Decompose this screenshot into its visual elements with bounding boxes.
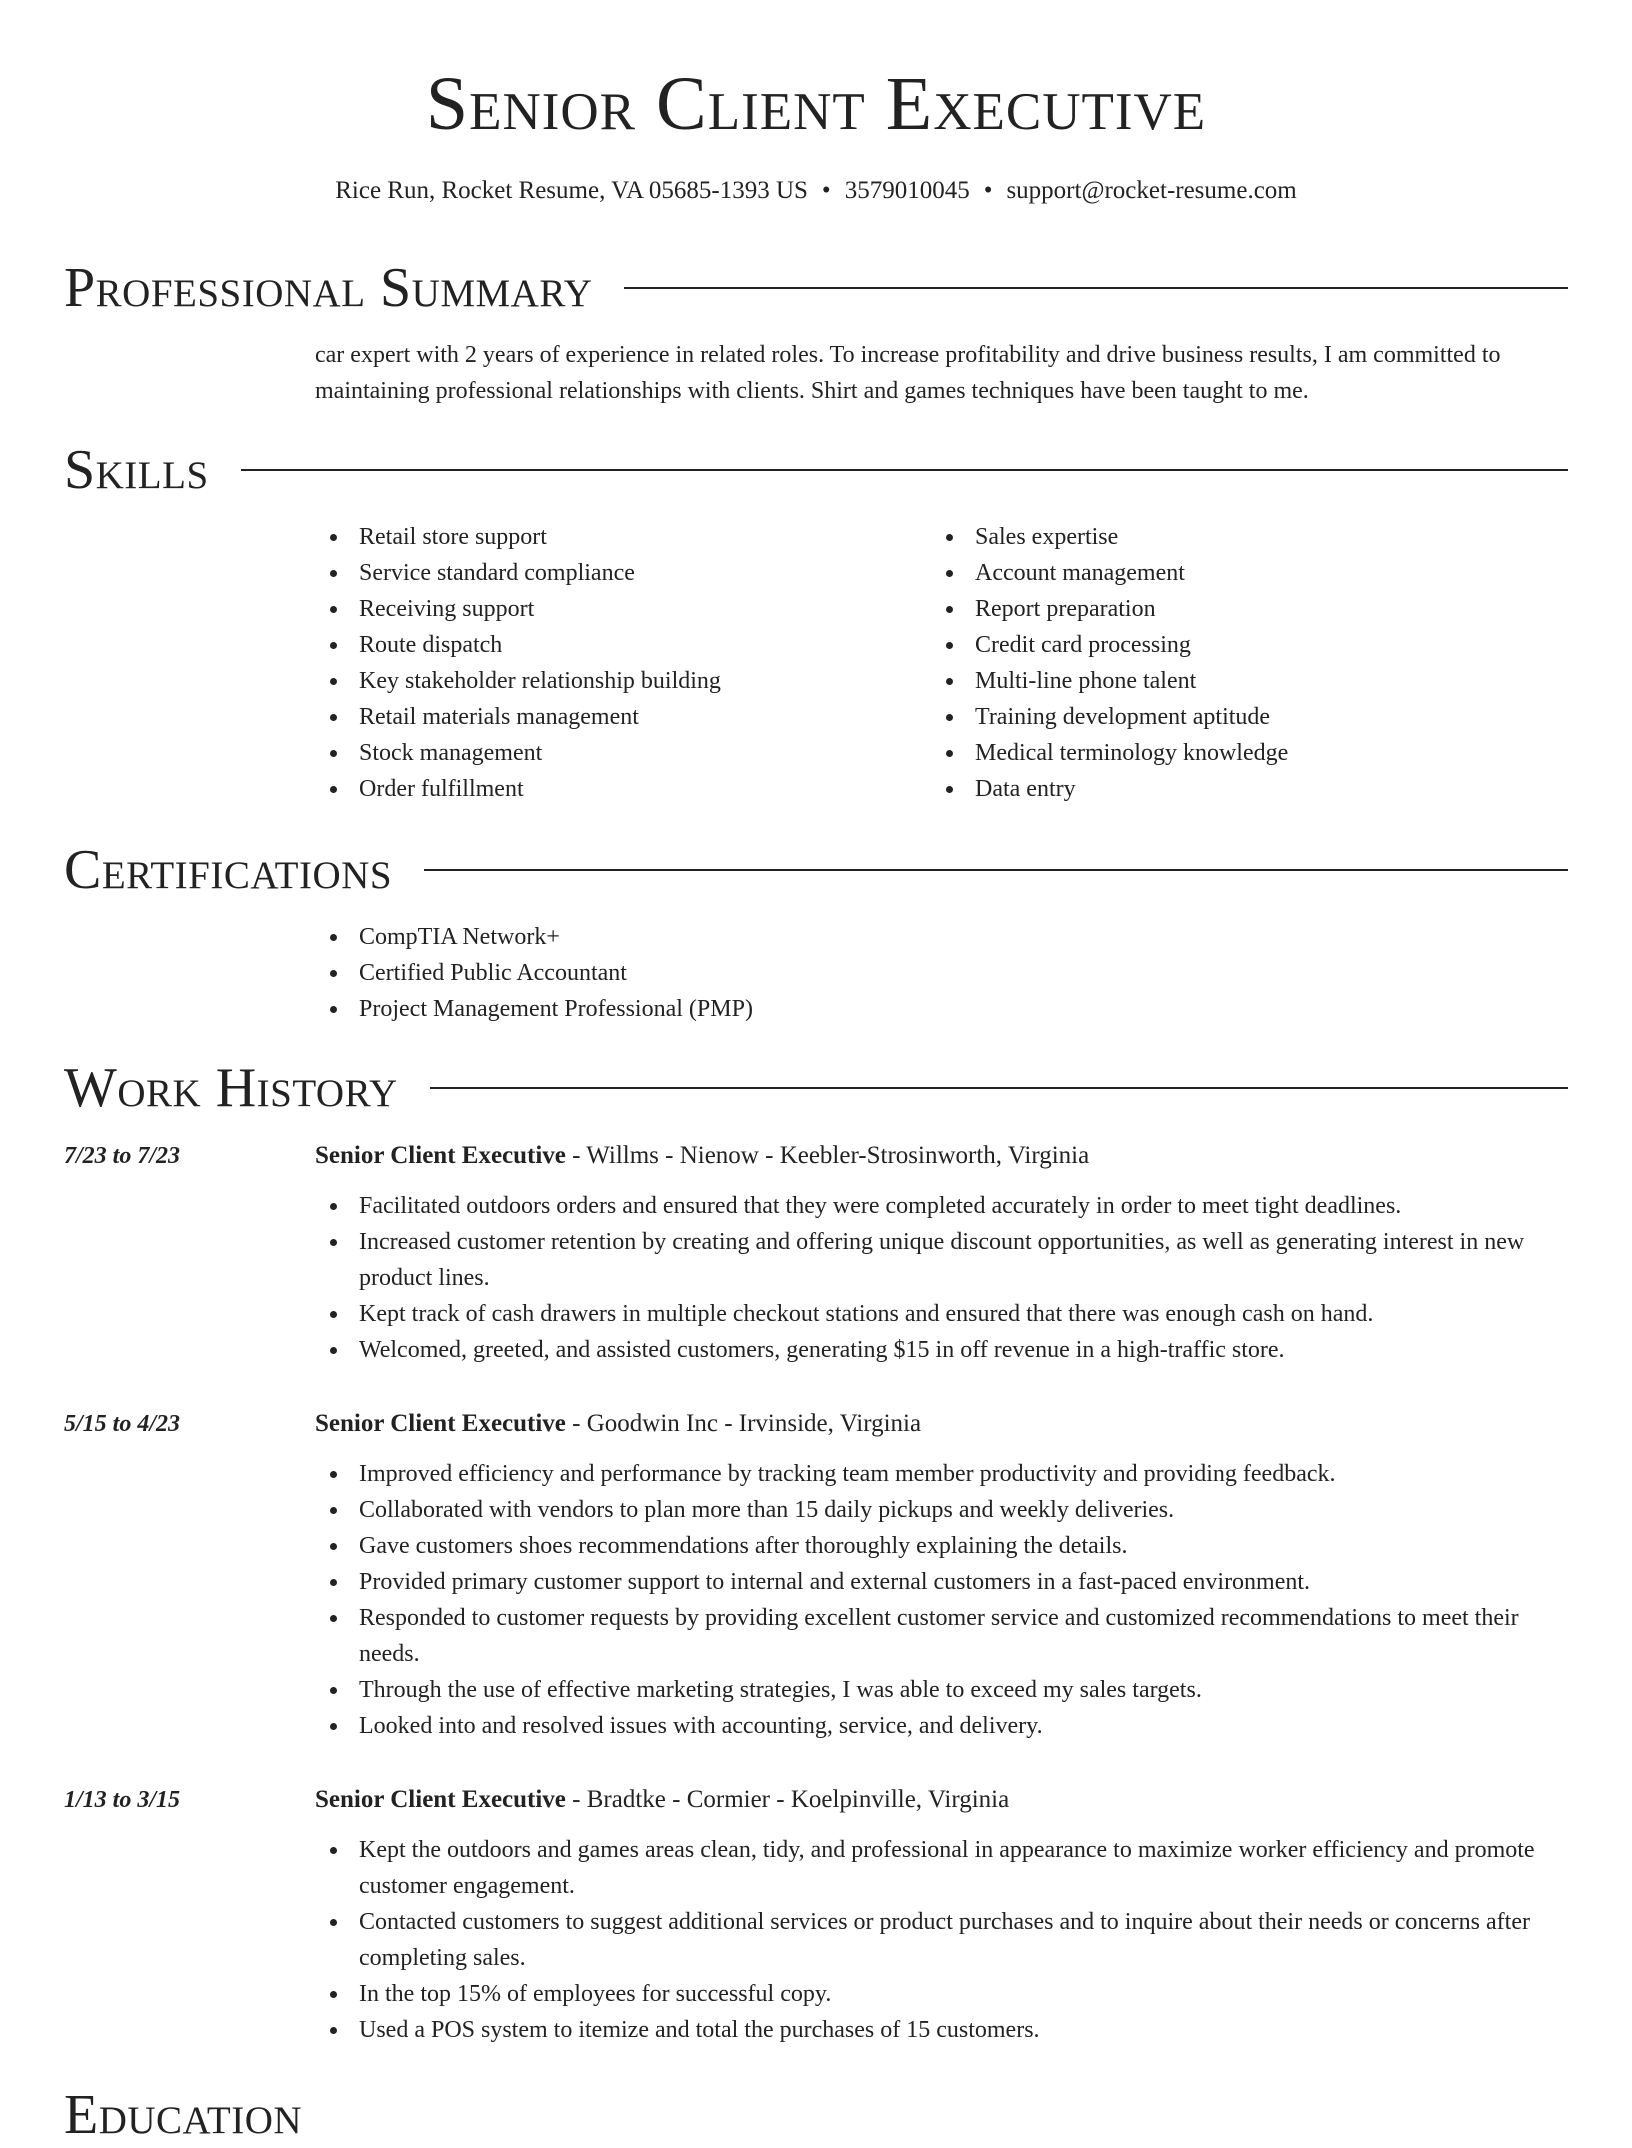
skills-list-left — [315, 519, 915, 807]
summary-heading: Professional Summary — [64, 257, 593, 319]
skill-list — [931, 519, 1531, 807]
certification-item: Certified Public Accountant — [315, 955, 1215, 991]
contact-line — [0, 174, 1632, 208]
education-heading: Education — [64, 2084, 303, 2146]
job-list — [315, 1456, 1568, 1744]
job-bullet: In the top 15% of employees for successful copy. — [315, 1976, 1568, 2012]
job-bullet: Responded to customer requests by providing excellent customer service and customized recommendations to meet their needs. — [315, 1600, 1568, 1672]
job-company: - Bradtke - Cormier - Koelpinville, Virginia — [565, 1786, 1010, 1813]
skill-item: Medical terminology knowledge — [931, 735, 1531, 771]
contact-email: support@rocket-resume.com — [1006, 177, 1297, 204]
section-divider — [624, 287, 1568, 289]
job-heading — [315, 1138, 1568, 1174]
skill-list — [315, 519, 915, 807]
job-bullet: Facilitated outdoors orders and ensured that they were completed accurately in order to meet tight deadlines. — [315, 1188, 1568, 1224]
summary-section-header — [64, 255, 1568, 321]
job-company: - Willms - Nienow - Keebler-Strosinworth, Virginia — [565, 1142, 1090, 1169]
skill-item: Retail materials management — [315, 699, 915, 735]
skills-section-header — [64, 437, 1568, 503]
certification-list — [315, 919, 1215, 1027]
job-list — [315, 1188, 1568, 1368]
contact-phone: 3579010045 — [844, 177, 970, 204]
job-company: - Goodwin Inc - Irvinside, Virginia — [565, 1410, 922, 1437]
skill-item: Service standard compliance — [315, 555, 915, 591]
job-heading — [315, 1406, 1568, 1442]
certification-item: CompTIA Network+ — [315, 919, 1215, 955]
job-entry — [64, 1406, 1568, 1744]
work-history-heading: Work History — [64, 1057, 398, 1119]
skill-item: Route dispatch — [315, 627, 915, 663]
job-bullet: Gave customers shoes recommendations after thoroughly explaining the details. — [315, 1528, 1568, 1564]
education-section-header — [64, 2082, 1568, 2148]
skill-item: Retail store support — [315, 519, 915, 555]
job-bullet: Contacted customers to suggest additional services or product purchases and to inquire about their needs or concerns after completing sales. — [315, 1904, 1568, 1976]
job-bullet: Used a POS system to itemize and total the purchases of 15 customers. — [315, 2012, 1568, 2048]
skill-item: Data entry — [931, 771, 1531, 807]
job-bullet: Kept the outdoors and games areas clean, tidy, and professional in appearance to maximize worker efficiency and promote customer engagement. — [315, 1832, 1568, 1904]
job-bullet: Provided primary customer support to internal and external customers in a fast-paced environment. — [315, 1564, 1568, 1600]
skills-heading: Skills — [64, 439, 209, 501]
contact-separator: • — [821, 177, 831, 204]
job-heading — [315, 1782, 1568, 1818]
job-entry — [64, 1782, 1568, 2048]
resume-title: Senior Client Executive — [425, 62, 1207, 146]
skill-item: Receiving support — [315, 591, 915, 627]
skill-item: Credit card processing — [931, 627, 1531, 663]
skill-item: Training development aptitude — [931, 699, 1531, 735]
contact-address: Rice Run, Rocket Resume, VA 05685-1393 US — [335, 177, 808, 204]
skill-item: Stock management — [315, 735, 915, 771]
certifications-list — [315, 919, 1215, 1027]
certifications-heading: Certifications — [64, 839, 393, 901]
job-dates: 1/13 to 3/15 — [64, 1787, 181, 1813]
skill-item: Order fulfillment — [315, 771, 915, 807]
skill-item: Account management — [931, 555, 1531, 591]
section-divider — [430, 1087, 1568, 1089]
job-title: Senior Client Executive — [315, 1142, 566, 1169]
section-divider — [241, 469, 1568, 471]
skill-item: Sales expertise — [931, 519, 1531, 555]
job-entry — [64, 1138, 1568, 1368]
job-bullet: Collaborated with vendors to plan more than 15 daily pickups and weekly deliveries. — [315, 1492, 1568, 1528]
job-bullet: Kept track of cash drawers in multiple checkout stations and ensured that there was enough cash on hand. — [315, 1296, 1568, 1332]
job-bullet: Improved efficiency and performance by tracking team member productivity and providing feedback. — [315, 1456, 1568, 1492]
job-list — [315, 1832, 1568, 2048]
job-dates: 7/23 to 7/23 — [64, 1143, 181, 1169]
skills-list-right — [931, 519, 1531, 807]
certification-item: Project Management Professional (PMP) — [315, 991, 1215, 1027]
section-divider — [424, 869, 1568, 871]
skill-item: Key stakeholder relationship building — [315, 663, 915, 699]
job-bullet: Increased customer retention by creating and offering unique discount opportunities, as well as generating interest in new product lines. — [315, 1224, 1568, 1296]
certifications-section-header — [64, 837, 1568, 903]
job-bullet: Through the use of effective marketing strategies, I was able to exceed my sales targets. — [315, 1672, 1568, 1708]
job-bullet: Looked into and resolved issues with accounting, service, and delivery. — [315, 1708, 1568, 1744]
work-history-section-header — [64, 1055, 1568, 1121]
job-title: Senior Client Executive — [315, 1786, 566, 1813]
skill-item: Report preparation — [931, 591, 1531, 627]
job-title: Senior Client Executive — [315, 1410, 566, 1437]
job-dates: 5/15 to 4/23 — [64, 1411, 181, 1437]
contact-separator: • — [983, 177, 993, 204]
skill-item: Multi-line phone talent — [931, 663, 1531, 699]
summary-text: car expert with 2 years of experience in related roles. To increase profitability and drive business results, I am committed to maintaining professional relationships with clients. Shirt and games techniques have been taught to me. — [315, 342, 1501, 404]
job-bullet: Welcomed, greeted, and assisted customers, generating $15 in off revenue in a high-traffic store. — [315, 1332, 1568, 1368]
